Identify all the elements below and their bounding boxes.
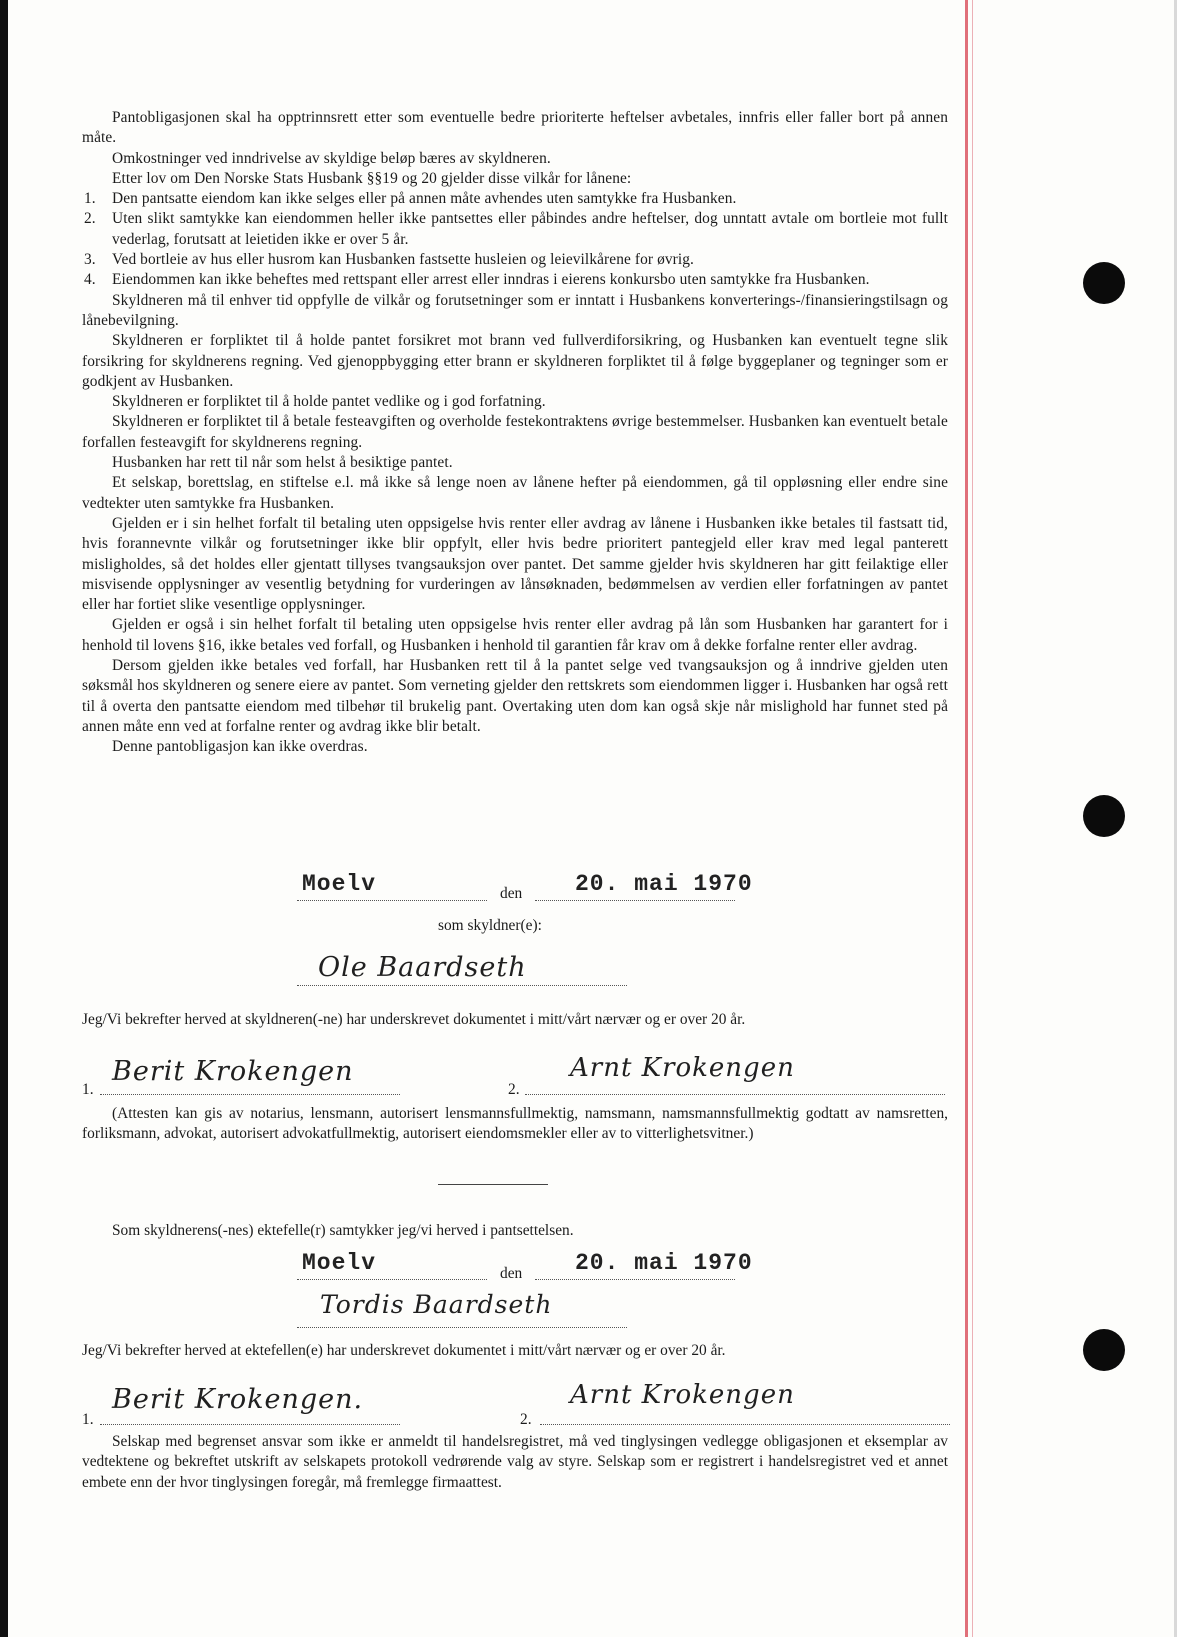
margin-line — [965, 0, 968, 1637]
witness-2-2-line — [540, 1424, 950, 1425]
witness-2-number: 2. — [508, 1081, 520, 1098]
section-divider — [438, 1184, 548, 1185]
signature-dotted-line — [297, 985, 627, 986]
scan-edge-left — [0, 0, 8, 1637]
paragraph-company: Et selskap, borettslag, en stiftelse e.l. må ikke så lenge noen av lånene hefter på eiendommen, gå til oppløsning eller endre sine vedtekter uten samtykke fra Husbanken. — [82, 474, 948, 512]
paragraph-law-intro: Etter lov om Den Norske Stats Husbank §§19 og 20 gjelder disse vilkår for lånene: — [112, 169, 632, 187]
witness-2-signature: Arnt Krokengen — [570, 1053, 795, 1083]
witness-1-line — [100, 1094, 400, 1095]
spouse-signature: Tordis Baardseth — [320, 1290, 553, 1319]
punch-hole-bottom — [1083, 1329, 1125, 1371]
witness-2-1-number: 1. — [82, 1411, 94, 1428]
spouse-consent: Som skyldnerens(-nes) ektefelle(r) samtykker jeg/vi herved i pantsettelsen. — [112, 1222, 574, 1239]
spouse-place-line — [297, 1279, 487, 1280]
paragraph-enforcement: Dersom gjelden ikke betales ved forfall, har Husbanken rett til å la pantet selge ved tvangsauksjon og å inndrive gjelden uten søksmål hos skyldneren og senere eiere av pantet. Som verneting gjelder den rettskrets som eiendommen ligger i. Husbanken har også rett til å overta den pantsatte eiendom med tilbehør til brukelig pant. Overtaking uten dom kan også skje når mislighold har funnet sted på annen måte enn ved at forfalne renter og avdrag ikke blir betalt. — [82, 657, 948, 735]
paragraph-maintenance: Skyldneren er forpliktet til å holde pantet vedlike og i god forfatning. — [112, 393, 546, 411]
spouse-date-line — [535, 1279, 735, 1280]
terms-body — [82, 108, 948, 758]
paragraph-conditions: Skyldneren må til enhver tid oppfylle de vilkår og forutsetninger som er inntatt i Husbankens konverterings-/finansieringstilsagn og lånebevilgning. — [82, 291, 948, 329]
debtor-role-label: som skyldner(e): — [438, 917, 542, 934]
paragraph-priority: Pantobligasjonen skal ha opptrinnsrett etter som eventuelle bedre prioriterte heftelser avbetales, innfris eller faller bort på annen måte. — [82, 109, 948, 147]
place-dotted-line — [297, 900, 487, 901]
witness-1-number: 1. — [82, 1081, 94, 1098]
spouse-signature-line — [297, 1327, 627, 1328]
paragraph-costs: Omkostninger ved inndrivelse av skyldige beløp bæres av skyldneren. — [112, 149, 551, 167]
punch-hole-middle — [1083, 795, 1125, 837]
witness-2-2-signature: Arnt Krokengen — [570, 1380, 795, 1410]
paragraph-guarantee: Gjelden er også i sin helhet forfalt til betaling uten oppsigelse hvis renter eller avdrag på lån som Husbanken har garantert for i henhold til lovens §16, ikke betales ved forfall, og Husbanken i henhold til garantien får krav om å dekke forfalne renter eller avdrag. — [82, 616, 948, 654]
debtor-date: 20. mai 1970 — [575, 871, 753, 897]
margin-line-secondary — [972, 0, 973, 1637]
witness-statement-2: Jeg/Vi bekrefter herved at ektefellen(e) har underskrevet dokumentet i mitt/vårt nærvær og er over 20 år. — [82, 1342, 726, 1359]
paragraph-ground-rent: Skyldneren er forpliktet til å betale festeavgiften og overholde festekontraktens øvrige bestemmelser. Husbanken kan eventuelt betale forfallen festeavgift for skyldnerens regning. — [82, 413, 948, 451]
condition-item: 1. Den pantsatte eiendom kan ikke selges eller på annen måte avhendes uten samtykke fra Husbanken. — [84, 190, 737, 208]
condition-item: 3. Ved bortleie av hus eller husrom kan Husbanken fastsette husleien og leievilkårene for øvrig. — [84, 251, 694, 269]
witness-1-signature: Berit Krokengen — [112, 1056, 354, 1087]
condition-item: 2. Uten slikt samtykke kan eiendommen heller ikke pantsettes eller påbindes andre heftelser, dog unntatt avtale om bortleie mot fullt vederlag, forutsatt at leietiden ikke er over 5 år. — [84, 210, 948, 248]
witness-2-1-signature: Berit Krokengen. — [112, 1384, 364, 1415]
paragraph-transfer: Denne pantobligasjon kan ikke overdras. — [112, 738, 368, 756]
paragraph-inspection: Husbanken har rett til når som helst å besiktige pantet. — [112, 454, 453, 472]
debtor-place: Moelv — [302, 871, 377, 897]
witness-2-1-line — [100, 1424, 400, 1425]
paragraph-insurance: Skyldneren er forpliktet til å holde pantet forsikret mot brann ved fullverdiforsikring, og Husbanken kan eventuelt tegne slik forsikring for skyldnerens regning. Ved gjenoppbygging etter brann er skyldneren forpliktet til å følge byggeplaner og tegninger som er godkjent av Husbanken. — [82, 332, 948, 390]
witness-2-line — [525, 1094, 945, 1095]
paragraph-default: Gjelden er i sin helhet forfalt til betaling uten oppsigelse hvis renter eller avdrag av lånene i Husbanken ikke betales til fastsatt tid, hvis forannevnte vilkår og forutsetninger ikke blir oppfylt, eller hvis bedre prioritert pantegjeld eller krav med legal panterett misligholdes, så det holdes eller gjentatt tillyses tvangsauksjon over pantet. Det samme gjelder hvis skyldneren har gitt feilaktige eller misvisende opplysninger av vesentlig betydning for vurderingen av lånsøknaden, bedømmelsen av verdien eller forfatningen av pantet eller har fortiet slike vesentlige opplysninger. — [82, 514, 948, 614]
debtor-signature: Ole Baardseth — [318, 952, 527, 983]
spouse-date: 20. mai 1970 — [575, 1250, 753, 1276]
witness-statement-1: Jeg/Vi bekrefter herved at skyldneren(-ne) har underskrevet dokumentet i mitt/vårt nærvær og er over 20 år. — [82, 1011, 746, 1028]
condition-item: 4. Eiendommen kan ikke beheftes med rettspant eller arrest eller inndras i eierens konkursbo uten samtykke fra Husbanken. — [84, 271, 870, 289]
den-label: den — [500, 885, 523, 902]
attest-note: (Attesten kan gis av notarius, lensmann, autorisert lensmannsfullmektig, namsmann, namsmannsfullmektig godtatt av namsretten, forliksmann, advokat, autorisert advokatfullmektig, autorisert eiendomsmekler eller av to vitterlighetsvitner.) — [82, 1105, 948, 1143]
punch-hole-top — [1083, 262, 1125, 304]
spouse-den-label: den — [500, 1265, 523, 1282]
spouse-place: Moelv — [302, 1250, 377, 1276]
footer-note: Selskap med begrenset ansvar som ikke er anmeldt til handelsregistret, må ved tinglysingen vedlegge obligasjonen et eksemplar av vedtektene og bekreftet utskrift av selskapets protokoll vedrørende valg av styre. Selskap som er registrert i handelsregistret ved et annet embete enn der hvor tinglysingen foregår, må fremlegge firmaattest. — [82, 1433, 948, 1491]
witness-2-2-number: 2. — [520, 1411, 532, 1428]
date-dotted-line — [535, 900, 735, 901]
conditions-list — [82, 189, 948, 290]
